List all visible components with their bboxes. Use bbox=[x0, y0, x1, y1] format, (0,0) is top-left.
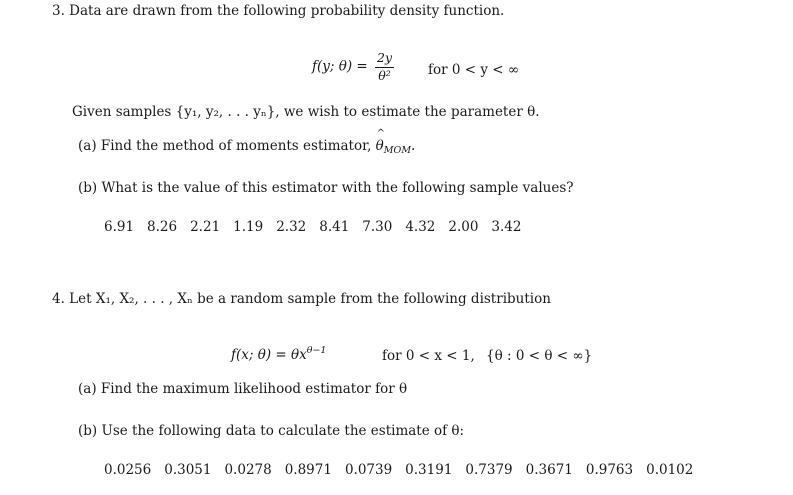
q3-pdf-equation bbox=[312, 52, 397, 82]
q3-value: 8.26 bbox=[147, 219, 178, 235]
q4-param-space: {θ : 0 < θ < ∞} bbox=[486, 348, 593, 364]
q4-value: 0.8971 bbox=[284, 462, 332, 478]
q4-data-values bbox=[104, 462, 702, 478]
q4-pdf-equation bbox=[231, 345, 326, 363]
q4-value: 0.0739 bbox=[344, 462, 393, 478]
q3-pdf-fraction bbox=[375, 52, 394, 82]
q4-pdf-exponent: θ−1 bbox=[306, 345, 327, 356]
q3-value: 4.32 bbox=[405, 219, 436, 235]
q4-value: 0.3671 bbox=[525, 462, 573, 478]
q3-value: 1.19 bbox=[233, 219, 264, 235]
q3-value: 2.21 bbox=[190, 219, 221, 235]
q4-part-b: (b) Use the following data to calculate the estimate of θ: bbox=[78, 423, 465, 439]
q3-value: 8.41 bbox=[319, 219, 350, 235]
q4-pdf-domain: for 0 < x < 1, bbox=[382, 348, 475, 364]
q3-part-b: (b) What is the value of this estimator with the following sample values? bbox=[78, 180, 574, 196]
q4-header: 4. Let X₁, X₂, . . . , Xₙ be a random sample from the following distribution bbox=[52, 291, 551, 307]
q3-header: 3. Data are drawn from the following probability density function. bbox=[52, 3, 505, 19]
q3-part-a-text: (a) Find the method of moments estimator, bbox=[78, 138, 372, 154]
q3-value: 2.32 bbox=[276, 219, 307, 235]
q3-value: 7.30 bbox=[362, 219, 393, 235]
q3-theta-hat-symbol: ^ θ bbox=[376, 138, 384, 154]
q4-value: 0.0102 bbox=[646, 462, 694, 478]
q3-sample-values bbox=[104, 219, 530, 235]
q3-value: 6.91 bbox=[104, 219, 135, 235]
q3-pdf-domain: for 0 < y < ∞ bbox=[428, 62, 520, 78]
q4-value: 0.3051 bbox=[164, 462, 212, 478]
q4-value: 0.0256 bbox=[104, 462, 152, 478]
q3-given-text: Given samples {y₁, y₂, . . . yₙ}, we wish to estimate the parameter θ. bbox=[72, 104, 540, 120]
q4-pdf: f(x; θ) = θx bbox=[231, 347, 307, 363]
q4-value: 0.3191 bbox=[405, 462, 453, 478]
q4-value: 0.7379 bbox=[465, 462, 513, 478]
q4-value: 0.9763 bbox=[585, 462, 634, 478]
q3-mom-subscript: MOM bbox=[383, 145, 412, 156]
q4-part-a: (a) Find the maximum likelihood estimator for θ bbox=[78, 381, 408, 397]
q3-pdf-lhs: f(y; θ) = bbox=[312, 58, 368, 75]
q3-value: 2.00 bbox=[448, 219, 479, 235]
q4-value: 0.0278 bbox=[224, 462, 272, 478]
q3-value: 3.42 bbox=[491, 219, 522, 235]
q3-part-a: (a) Find the method of moments estimator, ^ $\theta_{MOM}$. bbox=[78, 138, 415, 156]
q3-pdf-denominator: θ² bbox=[378, 67, 391, 83]
q3-pdf-numerator: 2y bbox=[375, 52, 394, 68]
